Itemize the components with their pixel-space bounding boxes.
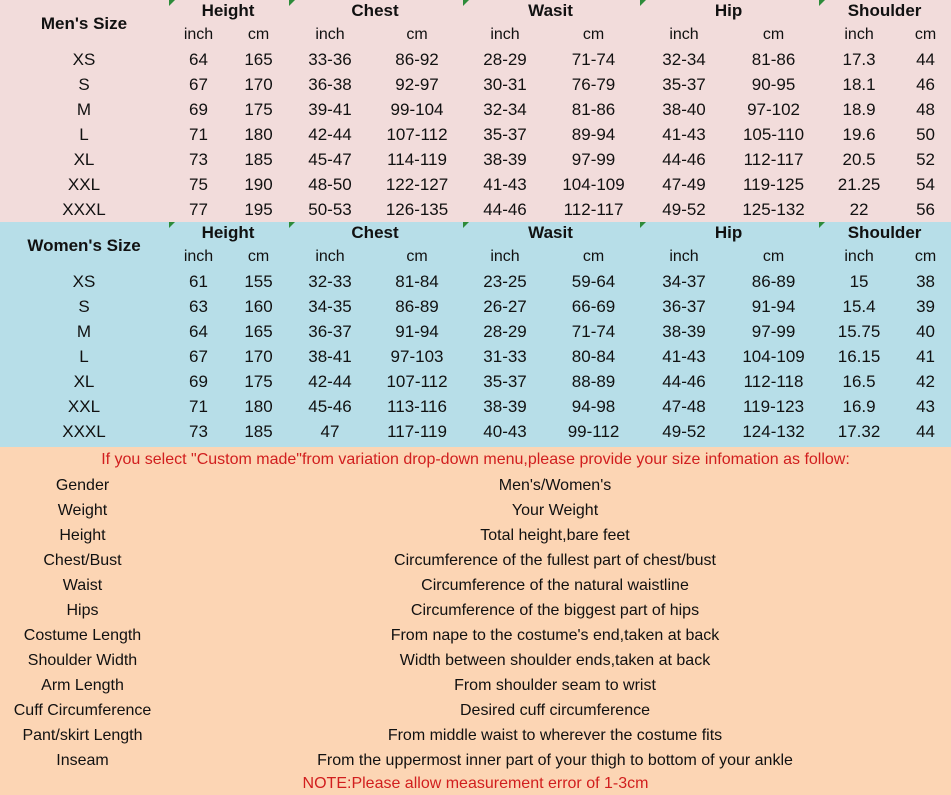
size-value: 122-127	[385, 174, 449, 194]
size-value: 44-46	[662, 149, 706, 169]
size-label: XL	[73, 149, 95, 169]
cell-comment-marker-icon	[463, 222, 469, 228]
table-row	[0, 122, 951, 147]
unit-label: inch	[669, 25, 699, 43]
unit-label: inch	[315, 25, 345, 43]
measurement-name: Cuff Circumference	[13, 702, 152, 719]
size-value: 17.3	[842, 49, 876, 69]
size-value: 112-118	[743, 371, 804, 391]
measurement-group-row	[0, 222, 951, 244]
size-value: 34-35	[308, 296, 352, 316]
group-header	[288, 0, 462, 22]
size-value: 44	[916, 421, 936, 441]
cell-comment-marker-icon	[169, 0, 175, 6]
size-value: 107-112	[386, 371, 448, 391]
unit-label: cm	[762, 25, 785, 43]
size-value: 47-49	[662, 174, 706, 194]
mens-size-chart	[0, 0, 951, 222]
cell-comment-marker-icon	[289, 222, 295, 228]
size-value: 42	[916, 371, 936, 391]
size-value: 185	[244, 149, 273, 169]
size-value: 54	[916, 174, 936, 194]
unit-label: cm	[406, 25, 428, 43]
group-header-label: Hip	[714, 1, 743, 20]
size-value: 31-33	[483, 346, 527, 366]
group-header	[168, 0, 288, 22]
list-item	[0, 498, 951, 523]
measurement-group-row	[0, 0, 951, 22]
size-value: 35-37	[483, 124, 527, 144]
table-row	[0, 344, 951, 369]
group-header	[462, 0, 639, 22]
table-row	[0, 369, 951, 394]
size-value: 73	[189, 149, 208, 169]
size-value: 91-94	[751, 296, 796, 316]
size-value: 175	[244, 99, 273, 119]
size-value: 77	[189, 199, 208, 219]
table-row	[0, 419, 951, 444]
size-value: 119-123	[742, 396, 805, 416]
size-value: 38-41	[308, 346, 352, 366]
measurement-name: Chest/Bust	[43, 552, 122, 569]
size-value: 97-103	[390, 346, 444, 366]
group-header-label: Wasit	[528, 223, 573, 242]
size-value: 71-74	[571, 321, 616, 341]
cell-comment-marker-icon	[640, 0, 646, 6]
size-value: 18.1	[842, 74, 876, 94]
size-value: 180	[244, 396, 273, 416]
size-value: 15.4	[842, 296, 876, 316]
size-value: 52	[916, 149, 936, 169]
size-label: XXXL	[62, 421, 106, 441]
size-value: 155	[244, 271, 273, 291]
measurement-description: From the uppermost inner part of your thigh to bottom of your ankle	[317, 752, 793, 769]
size-value: 71	[189, 124, 208, 144]
size-label: S	[78, 74, 90, 94]
size-value: 86-92	[395, 49, 439, 69]
group-header-label: Height	[201, 223, 255, 242]
size-value: 99-112	[567, 421, 620, 441]
unit-label: cm	[762, 247, 785, 265]
size-value: 86-89	[395, 296, 439, 316]
size-value: 69	[189, 99, 208, 119]
measurement-name: Shoulder Width	[27, 652, 138, 669]
size-value: 41-43	[483, 174, 527, 194]
size-value: 170	[244, 346, 273, 366]
size-label: XS	[72, 49, 96, 69]
size-value: 86-89	[751, 271, 796, 291]
size-value: 44	[916, 49, 936, 69]
size-value: 33-36	[308, 49, 352, 69]
size-value: 88-89	[571, 371, 616, 391]
size-value: 180	[244, 124, 273, 144]
size-label: L	[79, 124, 89, 144]
size-value: 165	[244, 321, 273, 341]
unit-label: inch	[844, 247, 874, 265]
cell-comment-marker-icon	[640, 222, 646, 228]
list-item	[0, 523, 951, 548]
unit-label: cm	[247, 247, 270, 265]
unit-label: inch	[669, 247, 699, 265]
group-header	[639, 0, 818, 22]
size-value: 113-116	[387, 396, 447, 416]
size-value: 175	[244, 371, 273, 391]
size-value: 41-43	[662, 346, 706, 366]
size-value: 71	[189, 396, 208, 416]
size-value: 16.9	[842, 396, 876, 416]
unit-label: cm	[914, 247, 937, 265]
size-value: 50	[916, 124, 936, 144]
size-label: XXL	[67, 174, 101, 194]
custom-made-prompt: If you select "Custom made"from variation drop-down menu,please provide your size infomation as follow:	[101, 451, 850, 468]
cell-comment-marker-icon	[169, 222, 175, 228]
list-item	[0, 598, 951, 623]
measurement-name: Weight	[57, 502, 108, 519]
size-value: 32-34	[662, 49, 706, 69]
size-value: 91-94	[395, 321, 439, 341]
size-value: 20.5	[842, 149, 876, 169]
size-value: 38-39	[662, 321, 706, 341]
group-header-label: Chest	[351, 1, 399, 20]
table-row	[0, 97, 951, 122]
measurement-name: Costume Length	[23, 627, 142, 644]
size-value: 15	[849, 271, 869, 291]
women-size-table	[0, 222, 951, 444]
measurement-description: Men's/Women's	[498, 477, 612, 494]
measurement-description: Width between shoulder ends,taken at back	[399, 652, 711, 669]
size-value: 19.6	[842, 124, 876, 144]
list-item	[0, 473, 951, 498]
size-value: 80-84	[571, 346, 616, 366]
size-value: 185	[244, 421, 273, 441]
cell-comment-marker-icon	[463, 0, 469, 6]
size-value: 76-79	[571, 74, 616, 94]
size-label: L	[79, 346, 89, 366]
measurement-name: Inseam	[56, 752, 109, 769]
measurement-error-note: NOTE:Please allow measurement error of 1-3cm	[302, 775, 649, 792]
size-value: 117-119	[387, 421, 447, 441]
size-value: 15.75	[837, 321, 881, 341]
size-value: 21.25	[837, 174, 881, 194]
size-value: 112-117	[563, 199, 624, 219]
size-value: 39	[916, 296, 936, 316]
size-value: 75	[189, 174, 208, 194]
unit-label: inch	[844, 25, 874, 43]
size-label: XL	[73, 371, 95, 391]
size-value: 28-29	[483, 321, 527, 341]
size-label: M	[76, 99, 92, 119]
womens-size-chart	[0, 222, 951, 447]
size-chart-title: Women's Size	[27, 235, 141, 255]
size-value: 38	[916, 271, 936, 291]
size-value: 81-84	[395, 271, 439, 291]
size-value: 23-25	[483, 271, 527, 291]
size-label: S	[78, 296, 90, 316]
size-value: 170	[244, 74, 273, 94]
size-value: 35-37	[662, 74, 706, 94]
size-value: 195	[244, 199, 273, 219]
size-value: 89-94	[571, 124, 616, 144]
size-value: 125-132	[742, 199, 805, 219]
size-value: 119-125	[742, 174, 805, 194]
measurement-description: Circumference of the biggest part of hips	[410, 602, 700, 619]
measurement-name: Height	[59, 527, 106, 544]
group-header	[818, 0, 951, 22]
list-item	[0, 648, 951, 673]
cell-comment-marker-icon	[289, 0, 295, 6]
group-header	[168, 222, 288, 244]
size-value: 43	[916, 396, 936, 416]
size-value: 56	[916, 199, 936, 219]
list-item	[0, 623, 951, 648]
size-value: 126-135	[385, 199, 449, 219]
group-header-label: Shoulder	[847, 1, 922, 20]
size-value: 104-109	[742, 346, 805, 366]
unit-label: cm	[247, 25, 270, 43]
size-value: 38-40	[662, 99, 706, 119]
measurement-description: Your Weight	[511, 502, 599, 519]
group-header	[462, 222, 639, 244]
size-value: 92-97	[395, 74, 439, 94]
cell-comment-marker-icon	[819, 222, 825, 228]
size-value: 42-44	[308, 371, 352, 391]
size-value: 44-46	[483, 199, 527, 219]
group-header	[818, 222, 951, 244]
measurement-description: Total height,bare feet	[480, 527, 630, 544]
table-row	[0, 197, 951, 222]
group-header-label: Wasit	[528, 1, 573, 20]
size-value: 42-44	[308, 124, 352, 144]
measurement-description: From shoulder seam to wrist	[454, 677, 656, 694]
size-chart-title: Men's Size	[40, 13, 128, 33]
size-value: 46	[916, 74, 936, 94]
size-label: XS	[72, 271, 96, 291]
size-value: 40	[916, 321, 936, 341]
size-value: 44-46	[662, 371, 706, 391]
custom-made-section	[0, 447, 951, 795]
size-value: 69	[189, 371, 208, 391]
list-item	[0, 723, 951, 748]
size-value: 49-52	[662, 421, 706, 441]
size-value: 34-37	[662, 271, 706, 291]
table-row	[0, 319, 951, 344]
size-label: XXL	[67, 396, 101, 416]
size-value: 97-99	[571, 149, 616, 169]
size-label: M	[76, 321, 92, 341]
size-value: 22	[849, 199, 869, 219]
size-value: 59-64	[571, 271, 616, 291]
size-value: 94-98	[571, 396, 616, 416]
size-value: 81-86	[571, 99, 616, 119]
group-header	[639, 222, 818, 244]
size-value: 36-37	[662, 296, 706, 316]
size-value: 48	[916, 99, 936, 119]
size-value: 90-95	[751, 74, 796, 94]
size-value: 165	[244, 49, 273, 69]
size-value: 64	[189, 321, 208, 341]
size-value: 45-46	[308, 396, 352, 416]
size-value: 97-102	[747, 99, 800, 119]
unit-label: cm	[914, 25, 937, 43]
size-value: 47-48	[662, 396, 706, 416]
size-value: 41-43	[662, 124, 706, 144]
size-value: 28-29	[483, 49, 527, 69]
unit-label: inch	[490, 25, 520, 43]
group-header	[288, 222, 462, 244]
size-value: 17.32	[837, 421, 881, 441]
size-value: 66-69	[571, 296, 616, 316]
size-value: 97-99	[751, 321, 796, 341]
group-header-label: Hip	[714, 223, 743, 242]
size-value: 63	[189, 296, 208, 316]
measurement-name: Hips	[66, 602, 99, 619]
unit-label: cm	[582, 247, 605, 265]
size-value: 67	[189, 346, 208, 366]
size-label: XXXL	[62, 199, 106, 219]
measurement-description: Circumference of the natural waistline	[421, 577, 689, 594]
size-value: 124-132	[742, 421, 805, 441]
table-row	[0, 47, 951, 72]
measurement-list	[0, 473, 951, 773]
size-value: 160	[244, 296, 273, 316]
size-value: 49-52	[662, 199, 706, 219]
measurement-description: From nape to the costume's end,taken at back	[390, 627, 720, 644]
size-value: 38-39	[483, 149, 527, 169]
size-value: 64	[189, 49, 208, 69]
size-value: 38-39	[483, 396, 527, 416]
size-value: 32-33	[308, 271, 352, 291]
size-value: 105-110	[742, 124, 805, 144]
size-value: 61	[189, 271, 208, 291]
size-value: 104-109	[562, 174, 625, 194]
size-value: 36-37	[308, 321, 352, 341]
size-value: 190	[244, 174, 273, 194]
group-header-label: Chest	[351, 223, 399, 242]
size-value: 16.15	[837, 346, 881, 366]
size-value: 16.5	[842, 371, 876, 391]
table-row	[0, 147, 951, 172]
unit-label: inch	[315, 247, 345, 265]
size-value: 35-37	[483, 371, 527, 391]
size-value: 32-34	[483, 99, 527, 119]
size-value: 36-38	[308, 74, 352, 94]
size-value: 48-50	[308, 174, 352, 194]
size-value: 50-53	[308, 199, 352, 219]
measurement-description: From middle waist to wherever the costume fits	[387, 727, 723, 744]
size-value: 30-31	[483, 74, 527, 94]
size-value: 81-86	[751, 49, 796, 69]
list-item	[0, 748, 951, 773]
size-value: 73	[189, 421, 208, 441]
size-value: 45-47	[308, 149, 352, 169]
unit-label: inch	[490, 247, 520, 265]
cell-comment-marker-icon	[819, 0, 825, 6]
size-value: 41	[916, 346, 936, 366]
size-value: 18.9	[842, 99, 876, 119]
size-value: 99-104	[390, 99, 444, 119]
table-row	[0, 269, 951, 294]
size-value: 114-119	[387, 149, 447, 169]
unit-label: inch	[183, 25, 214, 43]
group-header-label: Height	[201, 1, 255, 20]
size-value: 40-43	[483, 421, 527, 441]
measurement-name: Pant/skirt Length	[22, 727, 143, 744]
list-item	[0, 698, 951, 723]
size-value: 71-74	[571, 49, 616, 69]
measurement-name: Gender	[55, 477, 110, 494]
unit-label: inch	[183, 247, 214, 265]
group-header-label: Shoulder	[847, 223, 922, 242]
size-value: 26-27	[483, 296, 527, 316]
measurement-description: Circumference of the fullest part of chest/bust	[394, 552, 716, 569]
size-value: 47	[320, 421, 340, 441]
size-value: 39-41	[308, 99, 352, 119]
unit-label: cm	[582, 25, 605, 43]
men-size-table	[0, 0, 951, 222]
list-item	[0, 573, 951, 598]
list-item	[0, 673, 951, 698]
size-value: 112-117	[743, 149, 804, 169]
table-row	[0, 172, 951, 197]
size-value: 107-112	[386, 124, 448, 144]
table-row	[0, 394, 951, 419]
unit-label: cm	[406, 247, 428, 265]
list-item	[0, 548, 951, 573]
size-value: 67	[189, 74, 208, 94]
table-row	[0, 294, 951, 319]
measurement-name: Waist	[62, 577, 103, 594]
table-row	[0, 72, 951, 97]
measurement-name: Arm Length	[41, 677, 124, 694]
measurement-description: Desired cuff circumference	[460, 702, 650, 719]
